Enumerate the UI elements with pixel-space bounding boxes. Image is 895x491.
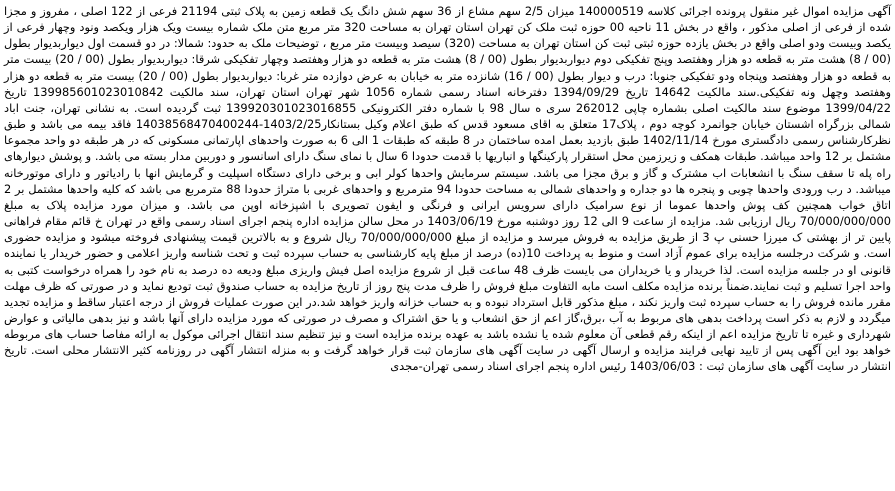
auction-notice-text: آگهی مزایده اموال غیر منقول پرونده اجرائی کلاسه 140000519 میزان 2/5 سهم مشاع از 36 سهم شش دانگ یک قطعه زمین به پلاک ثبتی 21194 فرعی از 122 اصلی ، مفروز و مجزا شده از فرعی از اصلی مذکور ، واقع در بخش 11 ناحیه 00 حوزه ثبت ملک کن تهران استان تهران به مساحت 320 متر مربع متن ملک شماره بیست ویک هزار ویکصد ونود وچهار فرعی از یکصد وبیست ودو اصلی واقع در بخش یازده حوزه ثبتی ثبت کن استان تهران به مساحت (320) سیصد وبیست متر مربع ، توضیحات ملک به حدود: شمالا: در دو قسمت اول دیواربدیوار بطول (00 / 8) هشت متر به قطعه دو هزار وهفتصد وپنج تفکیکی دوم دیواربدیوار بطول (00 / 8) هشت متر به قطعه دو هزار وهفتصد وچهار تفکیکی شرقا: دیواربدیوار بطول (00 / 20) بیست متر به قطعه دو هزار وهفتصد وپنجاه ودو تفکیکی جنوبا: درب و دیوار بطول (00 / 16) شانزده متر به خیابان به عرض دوازده متر غربا: دیواربدیوار بطول (00 / 20) بیست متر به قطعه دو هزار وهفتصد وچهل ونه تفکیکی.سند مالکیت 14642 تاریخ 1394/09/29 دفترخانه اسناد رسمی شماره 1056 شهر تهران استان تهران، سند مالکیت 139985601023010842 تاریخ 1399/04/22 موضوع سند مالکیت اصلی بشماره چاپی 262012 سری ه سال 98 با شماره دفتر الکترونیکی 139920301023016855 ثبت گردیده است. به نشانی تهران، جنت اباد شمالی بزرگراه اشستان خیابان جوانمرد کوچه دوم ، پلاک17 متعلق به اقای مسعود قدس که طبق اعلام وکیل بستانکار1403/2/25-14038568470400244 فاقد بیمه می باشد و طبق نظرکارشناس رسمی دادگستری مورخ 1402/11/14 طبق بازدید بعمل امده ساختمان در 8 طبقه که طبقات 1 الی 6 به صورت واحدهای اپارتمانی مسکونی که در هر طبقه دو واحد مجموعا مشتمل بر 12 واحد میباشد. طبقات همکف و زیرزمین محل استقرار پارکینگها و انباریها با قدمت حدودا 6 سال با نمای سنگ دارای اسانسور و دوربین مدار بسته می باشد. و پوشش دیوارهای راه پله تا سقف سنگ با انشعابات اب مشترک و گاز و برق مجزا می باشد. سیستم سرمایش واحدها کولر ابی و برخی دارای دستگاه اسپلیت و گرمایش انها با رادیاتور و دارای موتورخانه میباشد. د رب ورودی واحدها چوبی و پنجره ها دو جداره و واحدهای شمالی به مساحت حدودا 94 مترمربع و واحدهای غربی با متراژ حدودا 88 مترمربع می باشد که کلیه واحدها مشتمل بر 2 اتاق خواب همچنین کف پوش واحدها عموما از نوع سرامیک دارای سرویس ایرانی و فرنگی و ایفون تصویری با اشپزخانه اوپن می باشد. و میزان مورد مزایده پلاک به مبلغ 70/000/000/000 ریال ارزیابی شد. مزایده از ساعت 9 الی 12 روز دوشنبه مورخ 1403/06/19 در محل سالن مزایده اداره پنجم اجرای اسناد رسمی واقع در تهران خ قائم مقام فراهانی پایین تر از بهشتی ک میرزا حسنی پ 3 از طریق مزایده به فروش میرسد و مزایده از مبلغ 70/000/000/000 ریال شروع و به بالاترین قیمت پیشنهادی فروخته میشود و مزایده حضوری است. و شرکت درجلسه مزایده برای عموم آزاد است و منوط به پرداخت 10(ده) درصد از مبلغ پایه کارشناسی به حساب سپرده ثبت و تحت شناسه واریز اعلامی و حضور خریدار یا نماینده قانونی او در جلسه مزایده است. لذا خریدار و یا خریداران می بایست ظرف 48 ساعت قبل از شروع مزایده اصل فیش واریزی مبلغ ودیعه ده درصد به نام خود را همراه درخواست کتبی به واحد اجرا تسلیم و ثبت نمایند.ضمناً برنده مزایده مکلف است مابه التفاوت مبلغ فروش را ظرف مدت پنج روز از تاریخ مزایده به حساب صندوق ثبت تودیع نماید و در صورتی که ظرف مهلت مقرر مانده فروش را به حساب سپرده ثبت واریز نکند ، مبلغ مذکور قابل استرداد نبوده و به حساب خزانه واریز خواهد شد.در این صورت عملیات فروش از درجه اعتبار ساقط و مزایده تجدید میگردد و لازم به ذکر است پرداخت بدهی های مربوط به آب ،برق،گاز اعم از حق انشعاب و یا حق اشتراک و مصرف در صورتی که مورد مزایده دارای آنها باشد و نیز بدهی مالیاتی و عوارض شهرداری و غیره تا تاریخ مزایده اعم از اینکه رقم قطعی آن معلوم شده یا نشده باشد به عهده برنده مزایده است و نیز تنظیم سند انتقال اجرائی موکول به ارائه مفاصا حساب های مربوطه خواهد بود این آگهی پس از تایید نهایی فرایند مزایده و ارسال آگهی در سایت آگهی های سازمان ثبت قرار خواهد گرفت و به منزله انتشار آگهی در روزنامه کثیر الانتشار محلی است. تاریخ انتشار در سایت آگهی های سازمان ثبت : 1403/06/03 رئیس اداره پنجم اجرای اسناد رسمی تهران-مجدی [4, 4, 892, 374]
